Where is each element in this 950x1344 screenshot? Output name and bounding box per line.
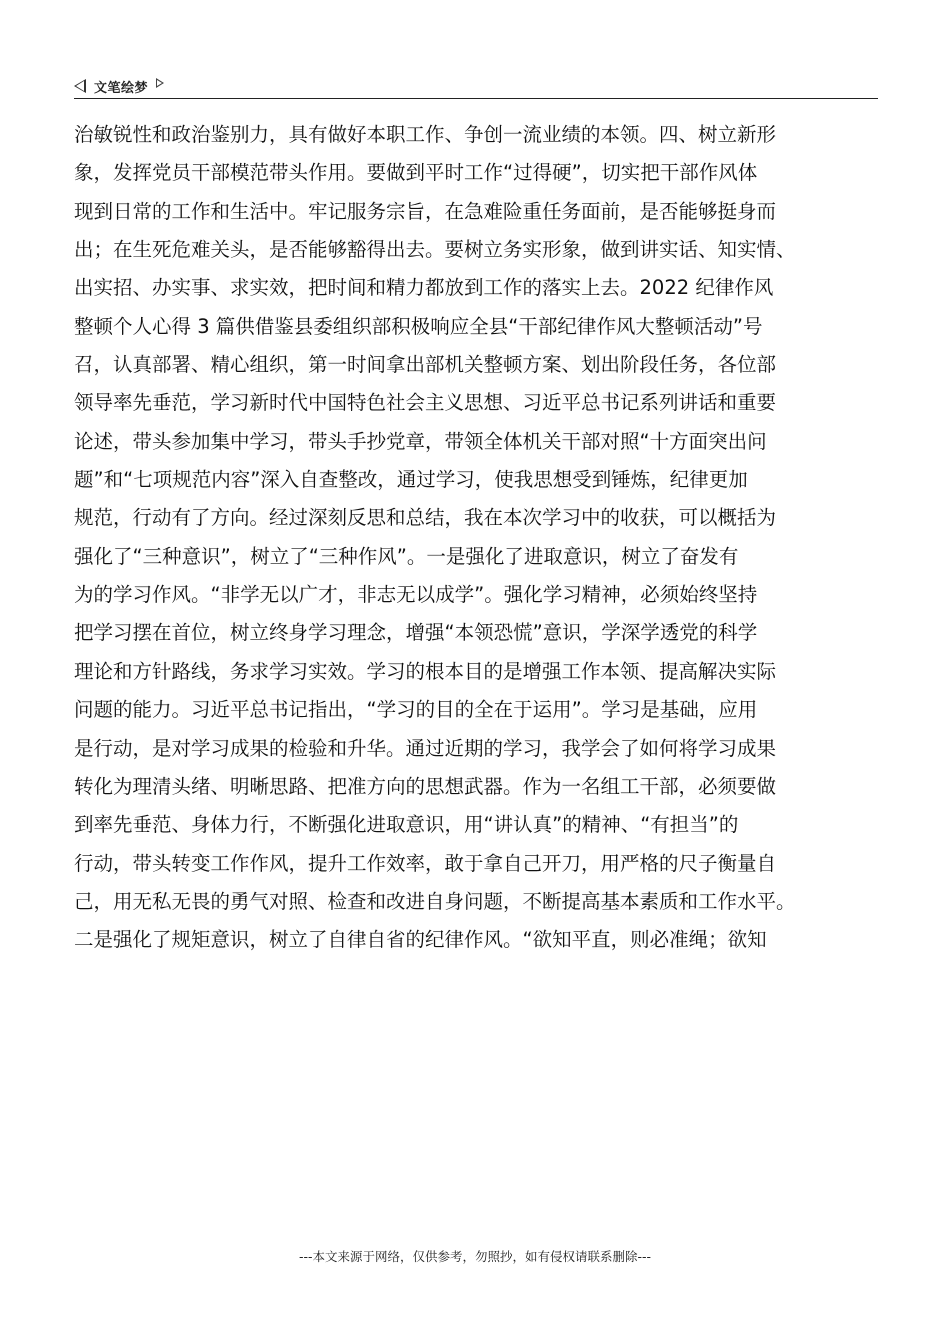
text-line: 出；在生死危难关头，是否能够豁得出去。要树立务实形象，做到讲实话、知实情、 [74,238,796,262]
text-line: 出实招、办实事、求实效，把时间和精力都放到工作的落实上去。2022 纪律作风 [74,276,774,300]
text-line: 规范，行动有了方向。经过深刻反思和总结，我在本次学习中的收获，可以概括为 [74,506,777,530]
text-line: 二是强化了规矩意识，树立了自律自省的纪律作风。“欲知平直，则必准绳；欲知 [74,928,767,952]
text-line: 己，用无私无畏的勇气对照、检查和改进自身问题，不断提高基本素质和工作水平。 [74,889,796,913]
footer-notice: ---本文来源于网络，仅供参考，勿照抄，如有侵权请联系删除--- [298,1249,652,1264]
text-line: 到率先垂范、身体力行，不断强化进取意识，用“讲认真”的精神、“有担当”的 [74,813,739,837]
text-line: 论述，带头参加集中学习，带头手抄党章，带领全体机关干部对照“十方面突出问 [74,429,767,453]
text-line: 理论和方针路线，务求学习实效。学习的根本目的是增强工作本领、提高解决实际 [74,659,777,683]
triangle-right-icon [156,78,164,88]
text-line: 把学习摆在首位，树立终身学习理念，增强“本领恐慌”意识，学深学透党的科学 [74,621,758,645]
text-line: 转化为理清头绪、明晰思路、把准方向的思想武器。作为一名组工干部，必须要做 [74,774,777,798]
triangle-left-icon [74,79,86,93]
text-line: 为的学习作风。“非学无以广才，非志无以成学”。强化学习精神，必须始终坚持 [74,583,758,607]
text-line: 领导率先垂范，学习新时代中国特色社会主义思想、习近平总书记系列讲话和重要 [74,391,777,415]
text-line: 题”和“七项规范内容”深入自查整改，通过学习，使我思想受到锤炼，纪律更加 [74,468,748,492]
page-header [74,74,878,99]
text-line: 治敏锐性和政治鉴别力，具有做好本职工作、争创一流业绩的本领。四、树立新形 [74,123,777,146]
text-line: 象，发挥党员干部模范带头作用。要做到平时工作“过得硬”，切实把干部作风体 [74,161,758,185]
text-line: 行动，带头转变工作作风，提升工作效率，敢于拿自己开刀，用严格的尺子衡量自 [74,851,777,875]
header-brand: 文笔绘梦 [94,80,149,96]
text-line: 现到日常的工作和生活中。牢记服务宗旨，在急难险重任务面前，是否能够挺身而 [74,199,777,223]
text-line: 是行动，是对学习成果的检验和升华。通过近期的学习，我学会了如何将学习成果 [74,736,777,760]
text-line: 整顿个人心得 3 篇供借鉴县委组织部积极响应全县“干部纪律作风大整顿活动”号 [74,314,763,338]
text-line: 问题的能力。习近平总书记指出，“学习的目的全在于运用”。学习是基础，应用 [74,698,758,722]
document-body [74,116,894,960]
text-line: 强化了“三种意识”，树立了“三种作风”。一是强化了进取意识，树立了奋发有 [74,544,739,568]
text-line: 召，认真部署、精心组织，第一时间拿出部机关整顿方案、划出阶段任务，各位部 [74,353,777,377]
